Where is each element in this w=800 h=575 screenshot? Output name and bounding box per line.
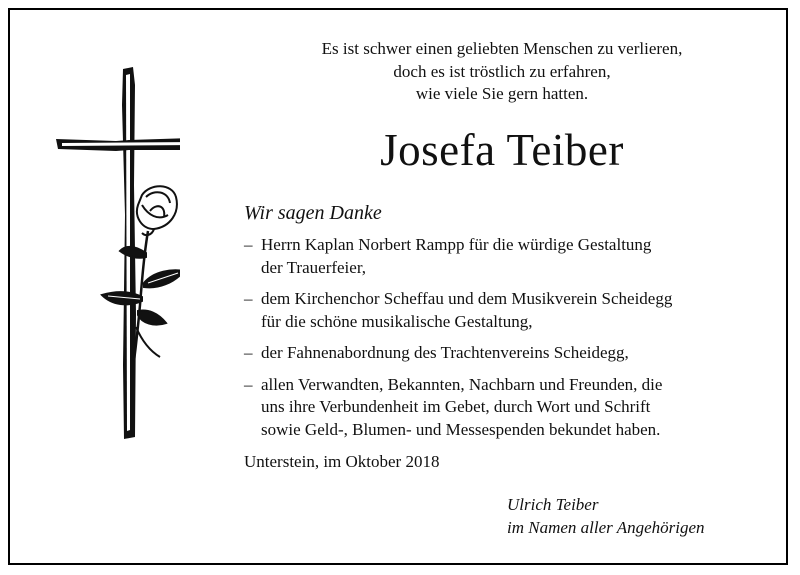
list-dash: – [244,343,253,362]
thanks-item [244,374,780,442]
obituary-notice [8,8,788,565]
thanks-heading: Wir sagen Danke [244,202,382,224]
thanks-item-line: allen Verwandten, Bekannten, Nachbarn und Freunden, die [261,374,663,394]
signature-name: Ulrich Teiber [507,495,599,514]
thanks-item [244,342,780,365]
thanks-item [244,234,780,279]
memorial-motto [242,38,762,106]
motto-line: doch es ist tröstlich zu erfahren, [393,61,611,81]
motto-line: Es ist schwer einen geliebten Menschen zu verlieren, [321,39,683,58]
signature-note: im Namen aller Angehörigen [507,517,705,537]
deceased-name: Josefa Teiber [380,125,624,175]
list-dash: – [244,235,253,254]
thanks-item-line: der Trauerfeier, [261,257,367,277]
list-dash: – [244,374,253,394]
signature-block [507,494,705,539]
list-dash: – [244,289,253,308]
cross-icon [56,67,180,439]
thanks-item-line: Herrn Kaplan Norbert Rampp für die würdige Gestaltung [261,235,652,254]
cross-with-rose-emblem [50,65,180,445]
thanks-item-line: der Fahnenabordnung des Trachtenvereins Scheidegg, [261,343,629,362]
motto-line: wie viele Sie gern hatten. [415,84,589,103]
thanks-item-line: dem Kirchenchor Scheffau und dem Musikverein Scheidegg [261,289,673,308]
place-and-date: Unterstein, im Oktober 2018 [244,452,440,471]
thanks-item-line: für die schöne musikalische Gestaltung, [261,311,533,331]
thanks-item-line: uns ihre Verbundenheit im Gebet, durch Wort und Schrift [261,397,651,416]
thanks-list [244,234,780,450]
thanks-item-line: sowie Geld-, Blumen- und Messespenden bekundet haben. [261,419,661,439]
thanks-item [244,288,780,333]
rose-icon [102,186,180,361]
